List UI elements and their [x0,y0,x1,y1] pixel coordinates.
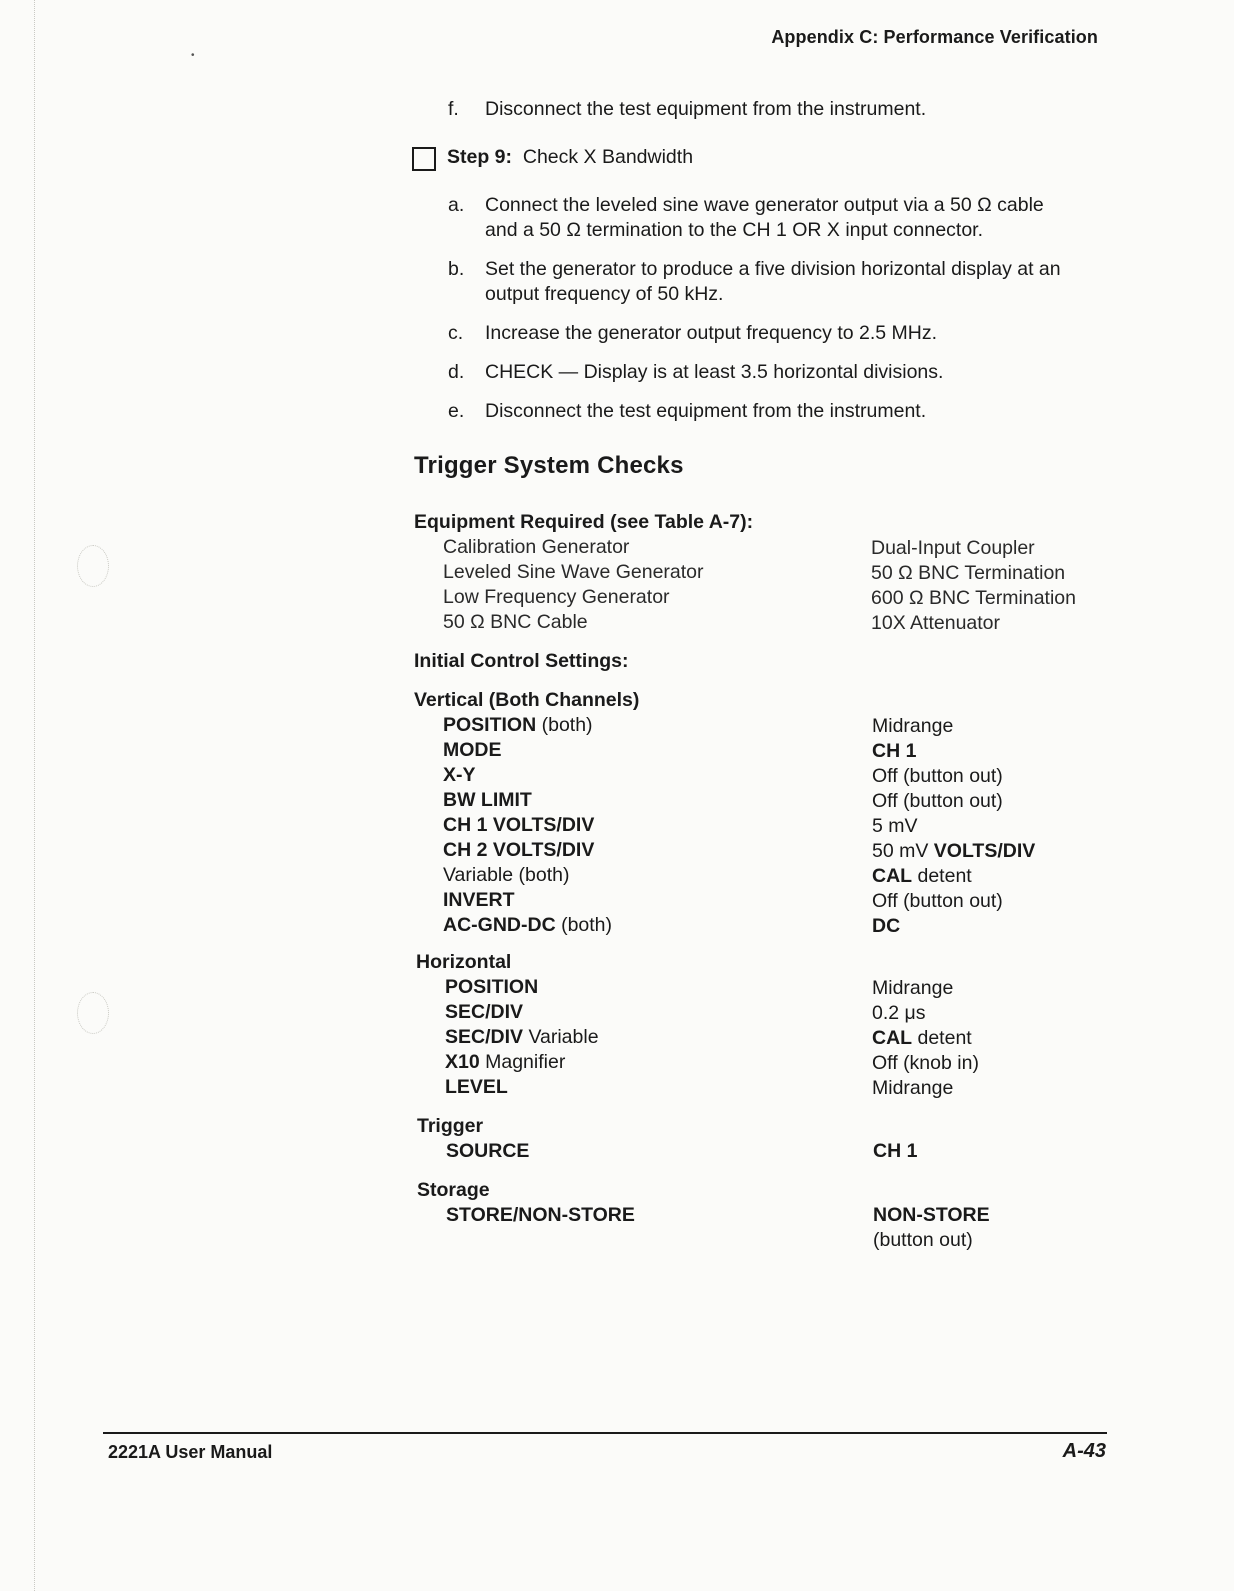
substep-line: output frequency of 50 kHz. [485,283,724,305]
page-header: Appendix C: Performance Verification [771,27,1098,47]
setting-value: Off (knob in) [872,1052,979,1074]
setting-name: BW LIMIT [443,789,532,811]
storage-heading: Storage [417,1179,490,1201]
equipment-list-left [443,535,704,635]
substep-line: Connect the leveled sine wave generator output via a 50 Ω cable [485,194,1044,216]
setting-value: Off (button out) [872,790,1003,812]
equipment-item: 50 Ω BNC Termination [871,562,1066,584]
footer-rule [103,1432,1107,1434]
horizontal-names [445,975,599,1100]
equipment-item: 600 Ω BNC Termination [871,587,1076,609]
setting-value: NON-STORE [873,1204,990,1226]
setting-value: Midrange [872,1077,954,1099]
page-number: A-43 [1062,1440,1106,1462]
setting-name: X-Y [443,764,476,786]
setting-name: STORE/NON-STORE [446,1204,635,1226]
substep-text [485,193,1095,243]
setting-value: 0.2 μs [872,1002,926,1024]
setting-name: SEC/DIV [445,1001,524,1023]
setting-value: DC [872,915,901,937]
equipment-item: Low Frequency Generator [443,586,670,608]
equipment-item: 50 Ω BNC Cable [443,611,588,633]
setting-name: CH 1 VOLTS/DIV [443,814,595,836]
setting-value: Off (button out) [872,890,1003,912]
step-text: Disconnect the test equipment from the instrument. [485,98,927,120]
storage-values [873,1203,990,1253]
setting-value: CAL detent [872,1027,972,1049]
step-title: Check X Bandwidth [522,146,694,168]
substep-text: CHECK — Display is at least 3.5 horizontal divisions. [485,361,944,383]
substep-label: b. [448,258,465,280]
setting-value: Off (button out) [872,765,1003,787]
setting-name: Variable (both) [443,864,570,886]
equipment-item: Calibration Generator [443,536,630,558]
footer-manual-title: 2221A User Manual [108,1442,273,1462]
scan-speck: • [191,50,195,61]
equipment-item: Dual-Input Coupler [871,537,1035,559]
setting-name: MODE [443,739,502,761]
setting-name: INVERT [443,889,515,911]
punch-hole-mark [77,545,109,587]
section-title: Trigger System Checks [414,452,684,479]
storage-names [446,1203,635,1228]
step-number: Step 9: [447,146,513,168]
setting-name: X10 Magnifier [445,1051,566,1073]
setting-value: 50 mV VOLTS/DIV [872,840,1036,862]
setting-name: AC-GND-DC (both) [443,914,613,936]
setting-value: CH 1 [873,1140,918,1162]
equipment-list-right [871,536,1076,636]
setting-name: POSITION (both) [443,714,593,736]
substep-label: a. [448,194,465,216]
trigger-names [446,1139,529,1164]
step-checkbox[interactable] [412,147,436,171]
substep-text: Increase the generator output frequency to 2.5 MHz. [485,322,938,344]
substep-text [485,257,1095,307]
vertical-heading: Vertical (Both Channels) [414,689,640,711]
vertical-values [872,714,1035,939]
equipment-heading: Equipment Required (see Table A-7): [414,511,754,533]
setting-name: SOURCE [446,1140,530,1162]
setting-name: LEVEL [445,1076,508,1098]
equipment-item: 10X Attenuator [871,612,1001,634]
setting-name: POSITION [445,976,539,998]
substep-label: e. [448,400,465,422]
punch-hole-mark [77,992,109,1034]
initial-settings-heading: Initial Control Settings: [414,650,629,672]
setting-value: 5 mV [872,815,918,837]
setting-value: Midrange [872,977,954,999]
setting-name: CH 2 VOLTS/DIV [443,839,595,861]
setting-value: CAL detent [872,865,972,887]
equipment-item: Leveled Sine Wave Generator [443,561,704,583]
setting-value: (button out) [873,1229,973,1251]
setting-name: SEC/DIV Variable [445,1026,599,1048]
horizontal-heading: Horizontal [416,951,512,973]
trigger-values [873,1139,917,1164]
horizontal-values [872,976,979,1101]
binding-edge [34,0,35,1591]
vertical-names [443,713,612,938]
substep-label: d. [448,361,465,383]
step-label: f. [448,98,459,120]
substep-label: c. [448,322,464,344]
trigger-heading: Trigger [417,1115,484,1137]
substep-text: Disconnect the test equipment from the instrument. [485,400,927,422]
substep-line: Set the generator to produce a five division horizontal display at an [485,258,1061,280]
substep-line: and a 50 Ω termination to the CH 1 OR X input connector. [485,219,984,241]
setting-value: Midrange [872,715,954,737]
setting-value: CH 1 [872,740,917,762]
step-heading [447,145,693,170]
